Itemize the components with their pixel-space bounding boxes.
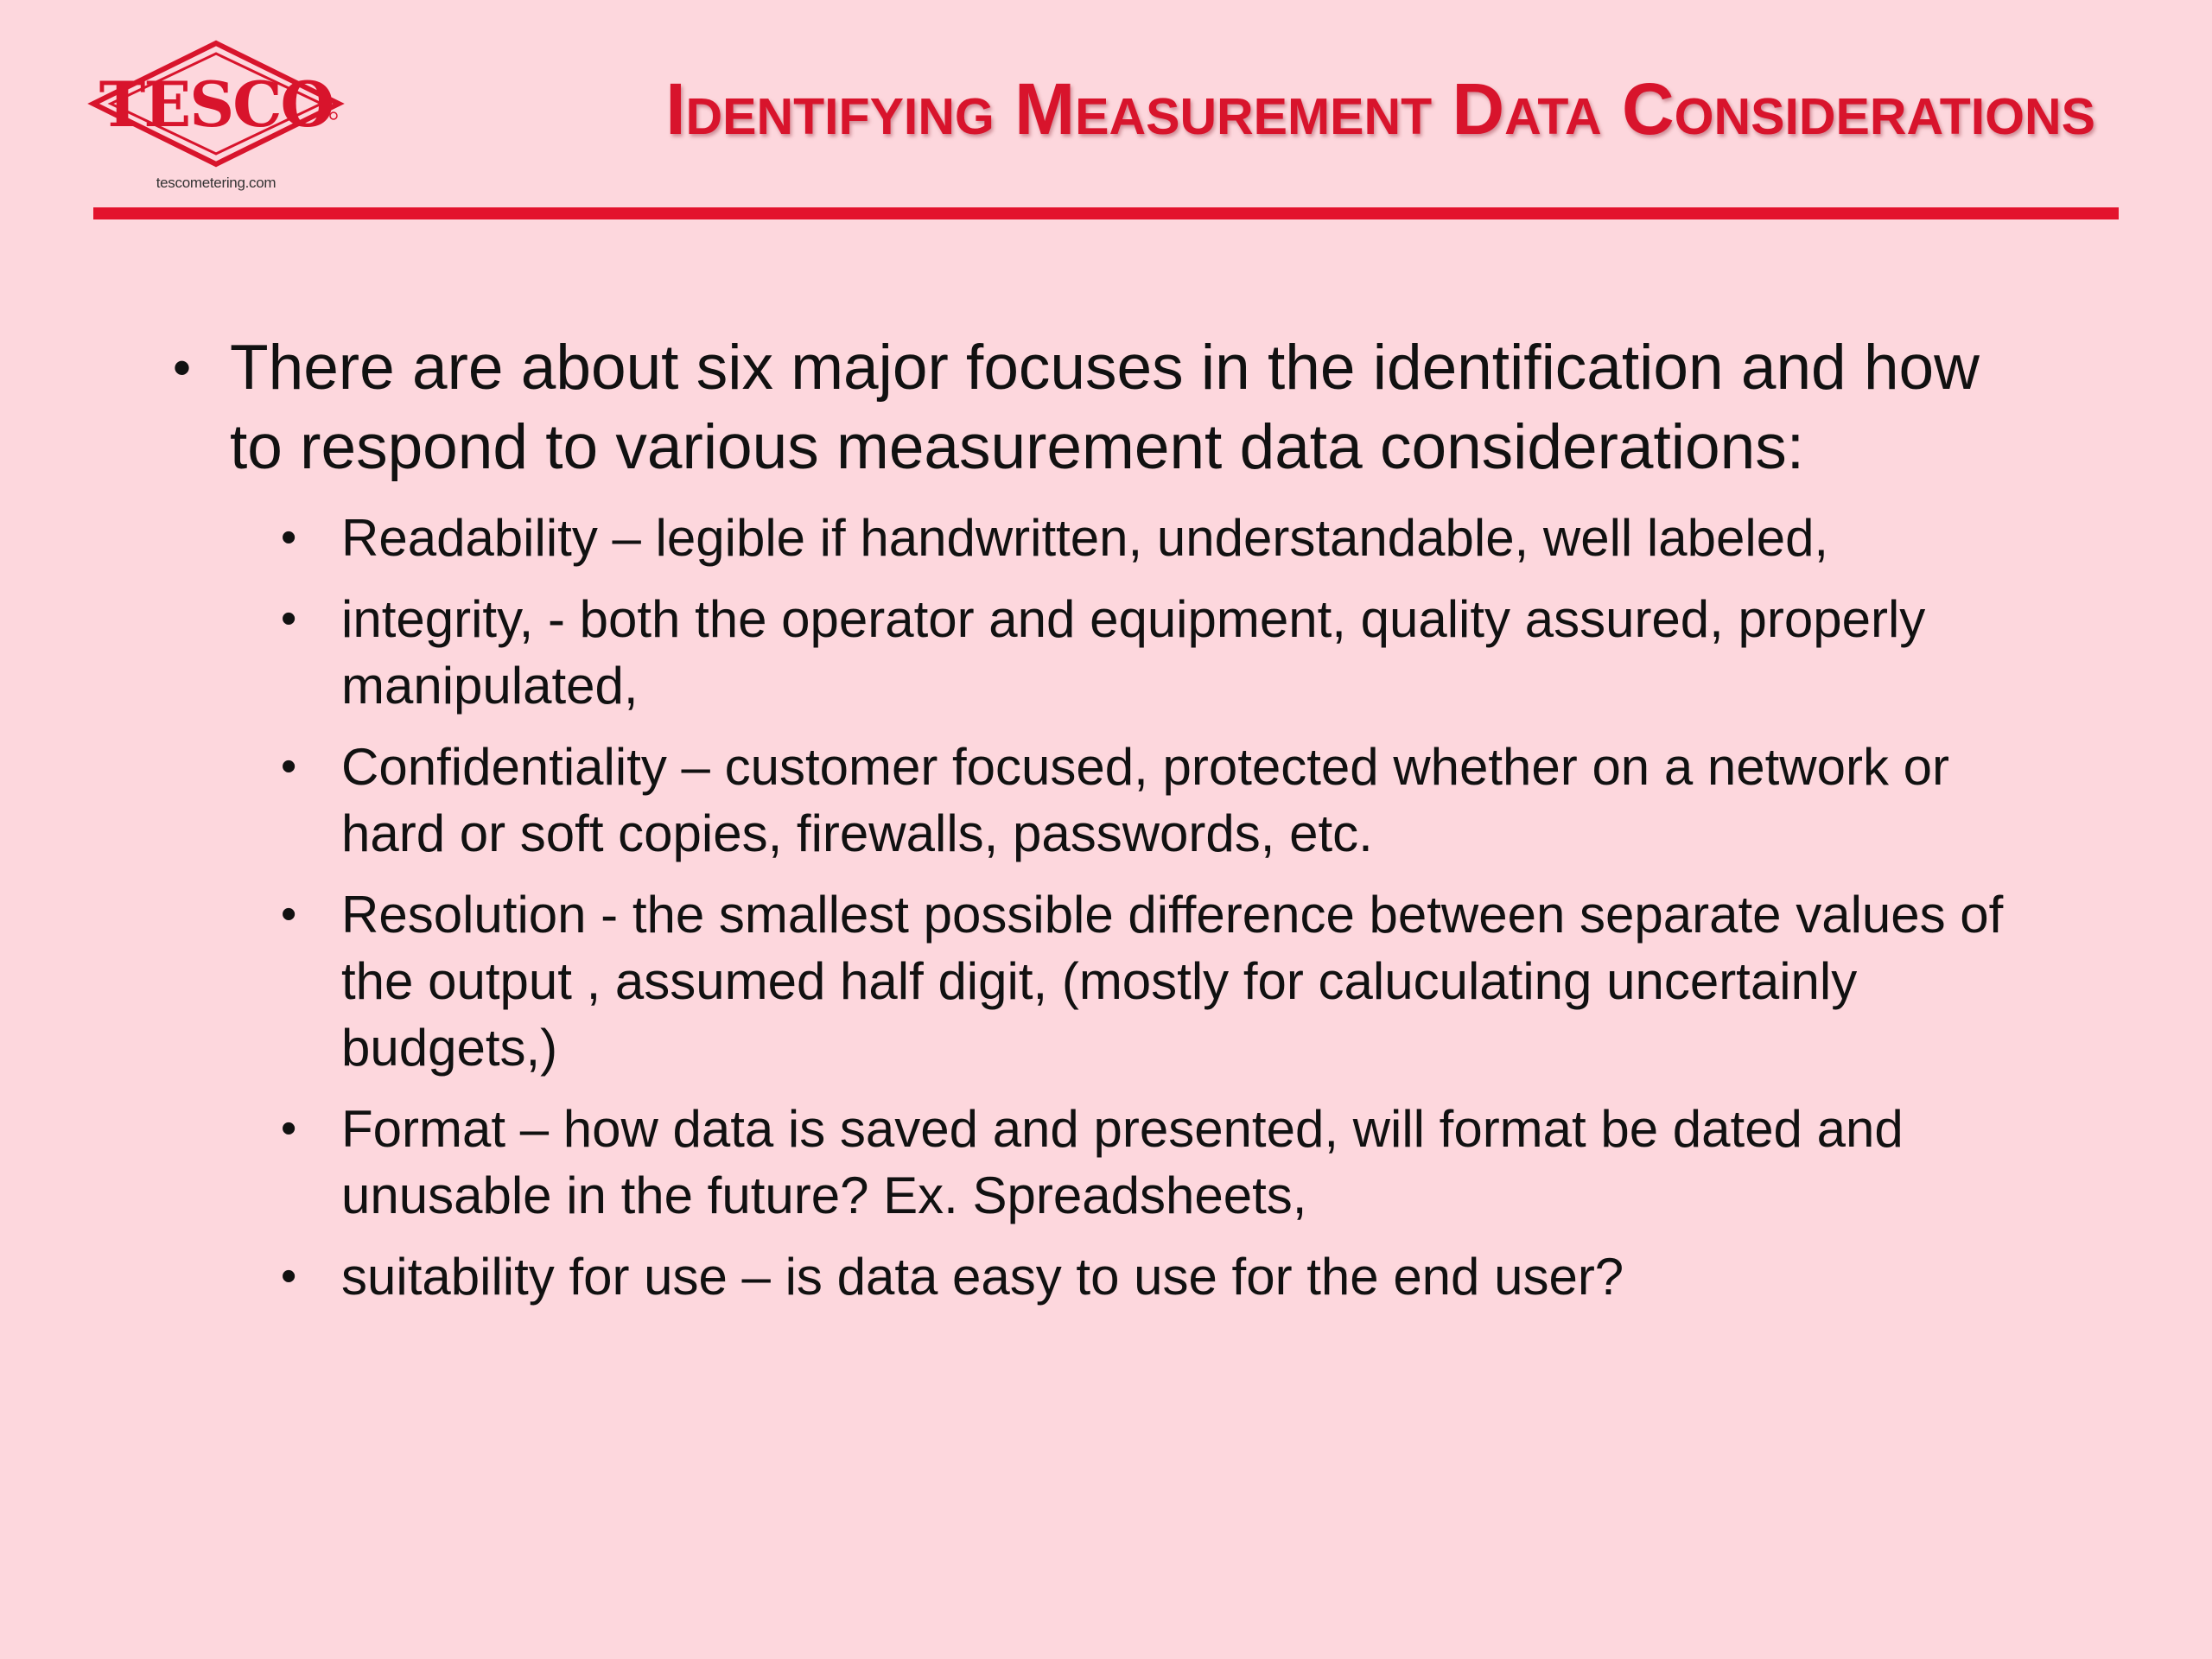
list-item: [173, 881, 2031, 1081]
list-item: [173, 586, 2031, 719]
intro-text: There are about six major focuses in the identification and how to respond to various measurement data considerations:: [230, 333, 1980, 482]
bullet-icon: •: [281, 1251, 297, 1301]
bullet-icon: •: [281, 889, 297, 939]
title-divider: [93, 207, 2119, 219]
list-item: [173, 1096, 2031, 1229]
list-item: [173, 505, 2031, 571]
bullet-icon: •: [281, 1103, 297, 1154]
tesco-logo: [86, 36, 346, 200]
bullet-icon: •: [281, 741, 297, 791]
bullet-icon: •: [281, 512, 297, 563]
bullet-text-readability: Readability – legible if handwritten, understandable, well labeled,: [341, 509, 1829, 567]
logo-wordmark: TESCO: [99, 67, 334, 141]
bullet-text-resolution: Resolution - the smallest possible difference between separate values of the output , assumed half digit, (mostly for caluculating uncertainly budgets,): [341, 886, 2004, 1077]
tesco-logo-diamond-icon: [86, 36, 346, 175]
slide-title: Identifying Measurement Data Considerations: [665, 68, 2095, 149]
bullet-text-suitability: suitability for use – is data easy to use for the end user?: [341, 1248, 1624, 1306]
bullet-text-format: Format – how data is saved and presented, will format be dated and unusable in the future? Ex. Spreadsheets,: [341, 1100, 1904, 1224]
sub-bullet-list: [173, 505, 2031, 1310]
bullet-icon: •: [173, 339, 192, 397]
slide-body: [173, 328, 2031, 1325]
list-item: [173, 734, 2031, 867]
list-item: [173, 1243, 2031, 1310]
bullet-text-confidentiality: Confidentiality – customer focused, protected whether on a network or hard or soft copies, firewalls, passwords, etc.: [341, 738, 1949, 862]
logo-url: tescometering.com: [156, 175, 276, 191]
bullet-icon: •: [281, 594, 297, 644]
intro-bullet: [173, 328, 2031, 487]
bullet-text-integrity: integrity, - both the operator and equipment, quality assured, properly manipulated,: [341, 590, 1926, 715]
